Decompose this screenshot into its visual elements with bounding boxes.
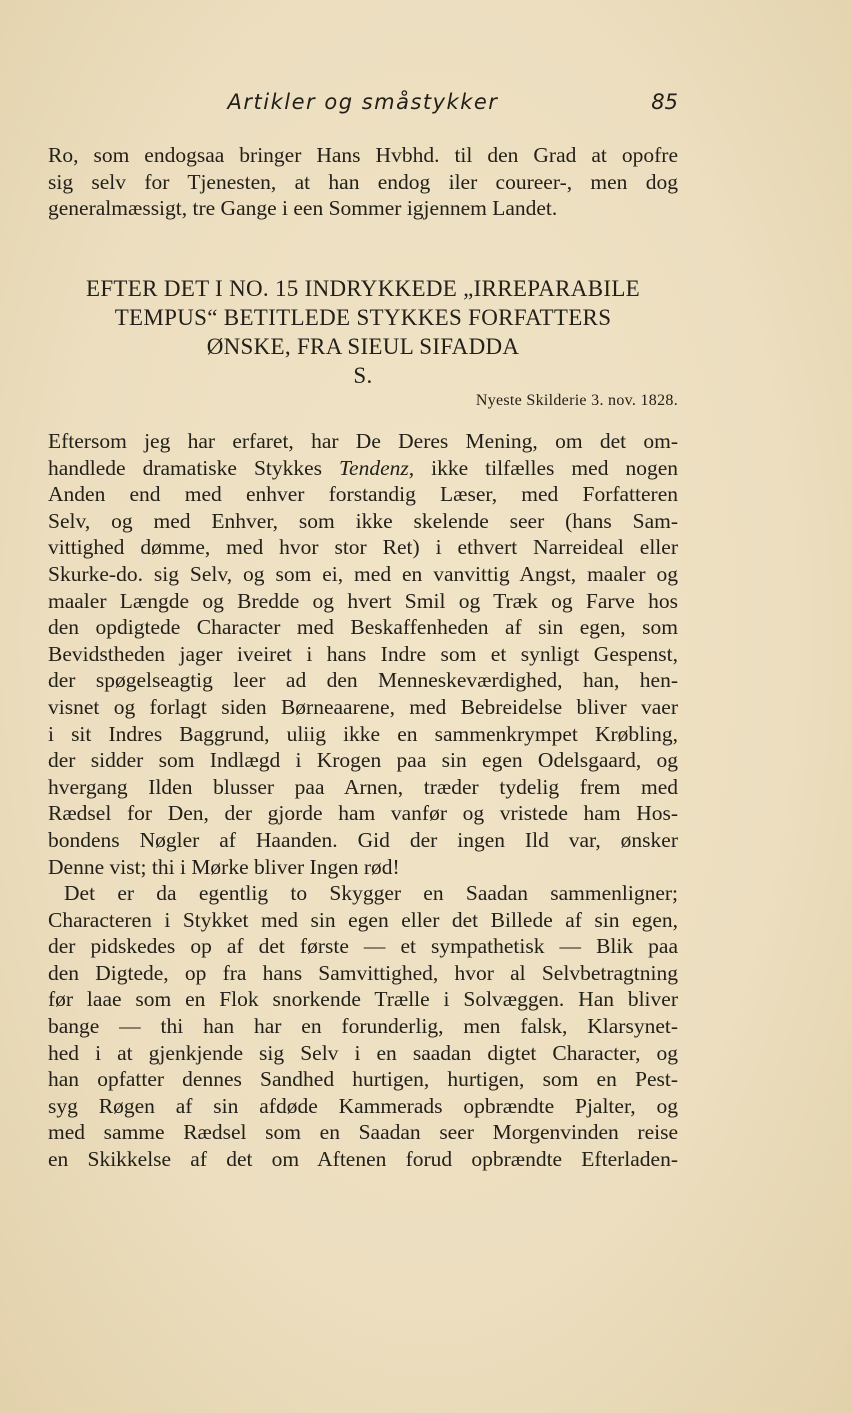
text-line: en Skikkelse af det om Aftenen forud opbrændte Efterladen- [48,1147,678,1172]
text-line: vittighed dømme, med hvor stor Ret) i ethvert Narreideal eller [48,535,678,560]
text-line: Bevidstheden jager iveiret i hans Indre som et synligt Gespenst, [48,641,678,666]
title-line: TEMPUS“ BETITLEDE STYKKES FORFATTERS [114,305,612,330]
text-line: før laae som en Flok snorkende Trælle i Solvæggen. Han bliver [48,987,678,1012]
text-line: med samme Rædsel som en Saadan seer Morgenvinden reise [48,1120,678,1145]
article-title [48,274,678,390]
title-line: S. [353,363,373,388]
text-line: han opfatter dennes Sandhed hurtigen, hurtigen, som en Pest- [48,1067,678,1092]
text-line: visnet og forlagt siden Børneaarene, med Bebreidelse bliver vaer [48,694,678,719]
text-segment: handlede dramatiske Stykkes [48,455,340,480]
text-line: sig selv for Tjenesten, at han endog iler coureer-, men dog [48,169,678,194]
text-line: der pidskedes op af det første — et sympathetisk — Blik paa [48,934,678,959]
text-line: Ro, som endogsaa bringer Hans Hvbhd. til den Grad at opofre [48,143,678,167]
page-header [48,88,678,122]
intro-paragraph [48,142,678,222]
text-line: hed i at gjenkjende sig Selv i en saadan digtet Character, og [48,1040,678,1065]
text-line: der sidder som Indlægd i Krogen paa sin egen Odelsgaard, og [48,748,678,773]
running-head: Artikler og småstykker [227,90,499,114]
text-line: maaler Længde og Bredde og hvert Smil og Træk og Farve hos [48,588,678,613]
text-line: Characteren i Stykket med sin egen eller det Billede af sin egen, [48,907,678,932]
text-line: den Digtede, op fra hans Samvittighed, hvor al Selvbetragtning [48,960,678,985]
text-line [48,455,678,482]
text-line: syg Røgen af sin afdøde Kammerads opbrændte Pjalter, og [48,1093,678,1118]
title-line: EFTER DET I NO. 15 INDRYKKEDE „IRREPARABILE [85,276,641,301]
text-line: i sit Indres Baggrund, uliig ikke en sammenkrympet Krøbling, [48,721,678,746]
text-line: Eftersom jeg har erfaret, har De Deres Mening, om det om- [48,429,678,453]
text-line: den opdigtede Character med Beskaffenheden af sin egen, som [48,615,678,640]
text-line: Denne vist; thi i Mørke bliver Ingen rød! [48,854,400,879]
text-segment: ikke tilfælles med nogen [414,455,678,480]
text-line: Anden end med enhver forstandig Læser, med Forfatteren [48,482,678,507]
text-line: der spøgelseagtig leer ad den Menneskeværdighed, han, hen- [48,668,678,693]
text-line: Selv, og med Enhver, som ikke skelende seer (hans Sam- [48,508,678,533]
italic-word: Tendenz, [339,455,415,480]
article-body [48,428,678,1173]
title-line: ØNSKE, FRA SIEUL SIFADDA [206,334,520,359]
text-line: hvergang Ilden blusser paa Arnen, træder tydelig frem med [48,774,678,799]
text-line: generalmæssigt, tre Gange i een Sommer igjennem Landet. [48,196,558,221]
text-line: bange — thi han har en forunderlig, men falsk, Klarsynet- [48,1014,678,1039]
text-line: Det er da egentlig to Skygger en Saadan sammenligner; [64,881,678,906]
page-number: 85 [651,90,678,114]
text-line: Rædsel for Den, der gjorde ham vanfør og vristede ham Hos- [48,801,678,826]
text-line: bondens Nøgler af Haanden. Gid der ingen Ild var, ønsker [48,827,678,852]
source-citation: Nyeste Skilderie 3. nov. 1828. [475,392,678,409]
text-line: Skurke-do. sig Selv, og som ei, med en vanvittig Angst, maaler og [48,561,678,586]
